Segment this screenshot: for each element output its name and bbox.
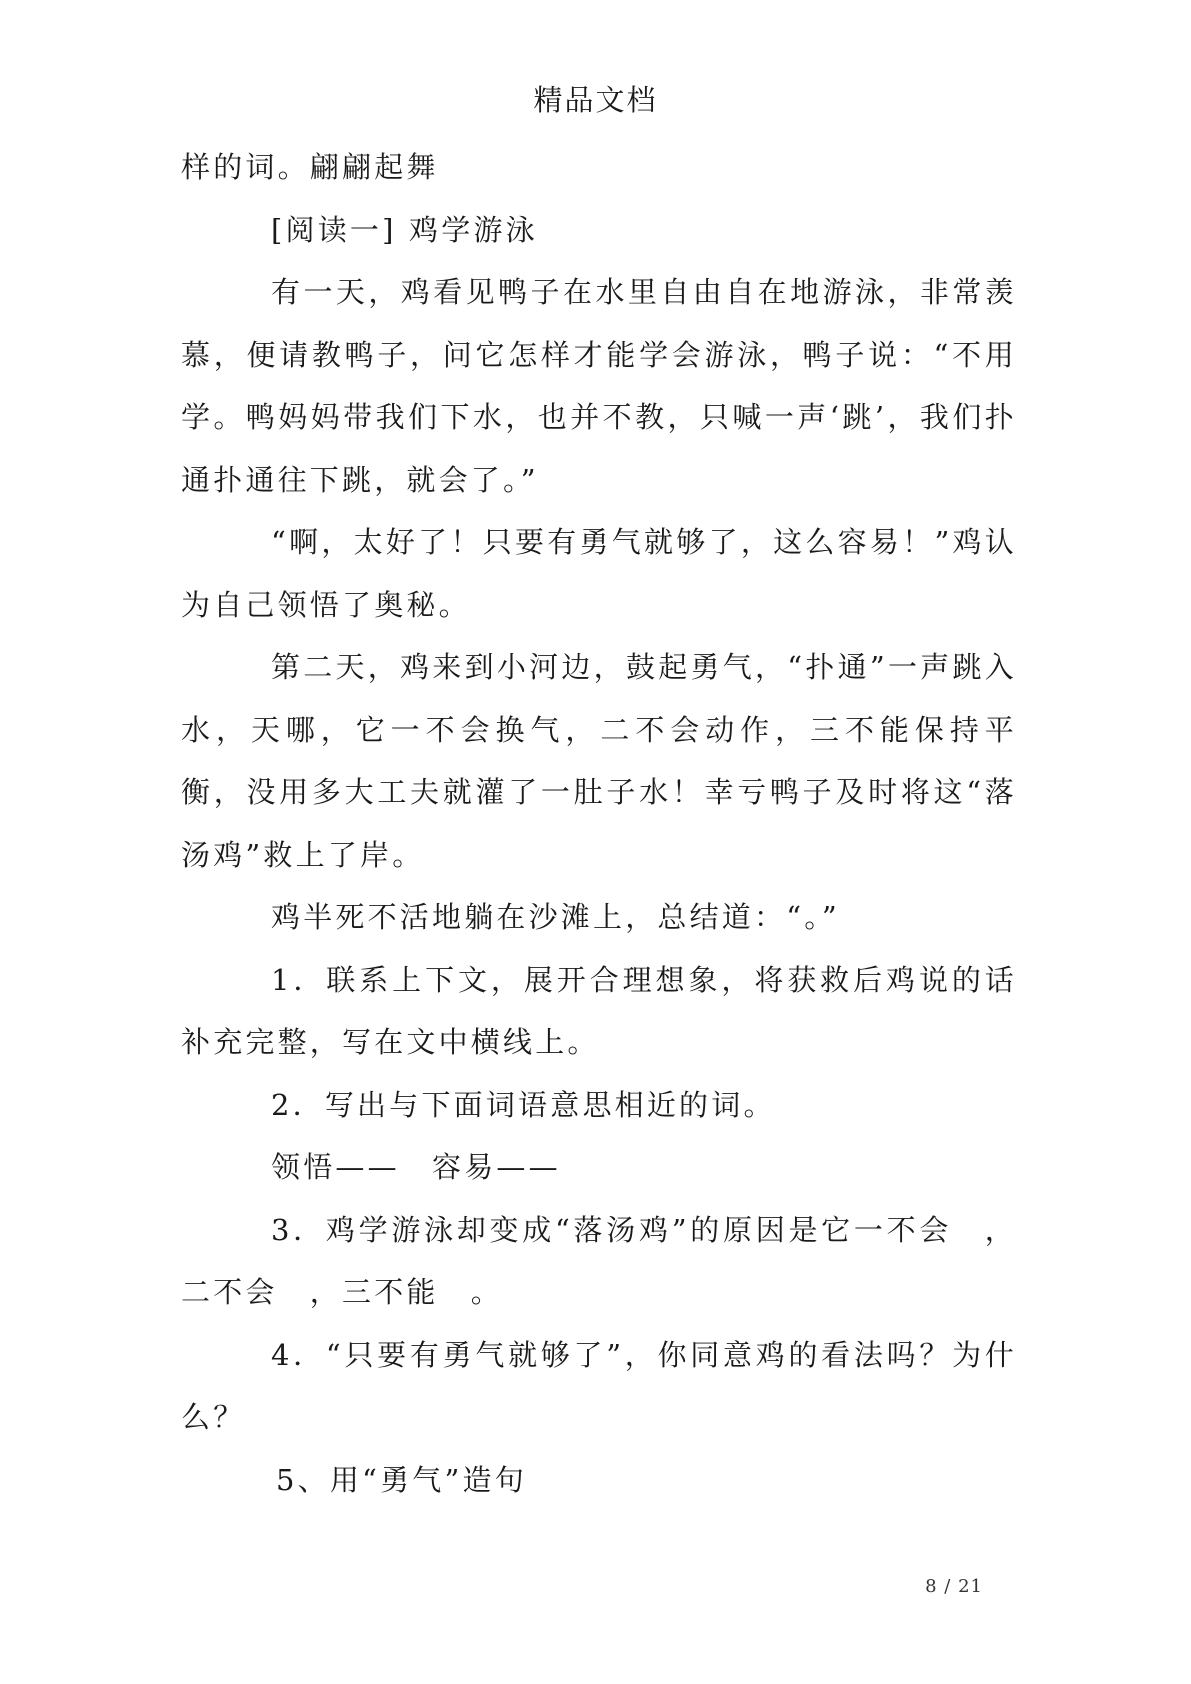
page-header: 精品文档: [533, 83, 658, 117]
question-2: 2．写出与下面词语意思相近的词。: [271, 1087, 776, 1122]
question-5: 5、用“勇气”造句: [276, 1462, 527, 1497]
story-paragraph: “啊，太好了！只要有勇气就够了，这么容易！”鸡认为自己领悟了奥秘。: [181, 525, 1017, 622]
story-paragraph: 第二天，鸡来到小河边，鼓起勇气，“扑通”一声跳入水，天哪，它一不会换气，二不会动作，三不能保持平衡，没用多大工夫就灌了一肚子水！幸亏鸭子及时将这“落汤鸡”救上了岸。: [181, 650, 1017, 872]
question-1: 1．联系上下文，展开合理想象，将获救后鸡说的话补充完整，写在文中横线上。: [181, 962, 1017, 1059]
story-paragraph: 鸡半死不活地躺在沙滩上，总结道：“。”: [271, 900, 840, 934]
paragraph-continuation: 样的词。翩翩起舞: [181, 150, 439, 184]
story-paragraph: 有一天，鸡看见鸭子在水里自由自在地游泳，非常羡慕，便请教鸭子，问它怎样才能学会游泳，鸭子说：“不用学。鸭妈妈带我们下水，也并不教，只喊一声‘跳’，我们扑通扑通往下跳，就会了。”: [181, 275, 1017, 497]
page-number: 8 / 21: [925, 1576, 983, 1597]
question-4: 4．“只要有勇气就够了”，你同意鸡的看法吗？为什么？: [181, 1337, 1017, 1434]
question-2-blanks: 领悟—— 容易——: [271, 1150, 561, 1184]
reading-title: [阅读一] 鸡学游泳: [271, 212, 538, 247]
question-3: 3．鸡学游泳却变成“落汤鸡”的原因是它一不会 ，二不会 ，三不能 。: [181, 1212, 1017, 1309]
document-body: [181, 136, 1017, 1511]
